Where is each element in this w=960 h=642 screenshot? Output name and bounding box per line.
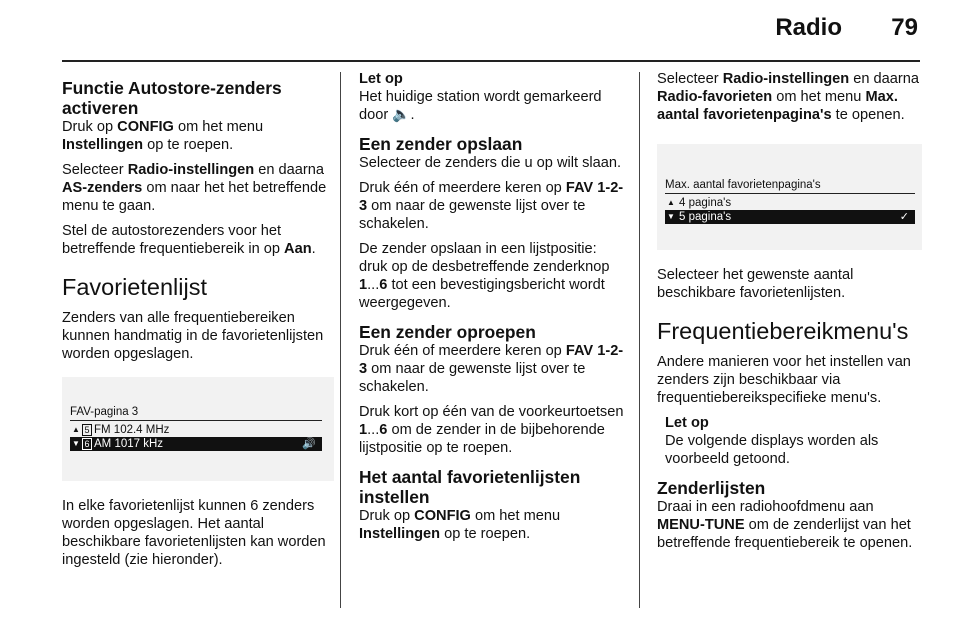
page-number: 79 bbox=[891, 14, 918, 41]
note-text: Het huidige station wordt gemarkeerd door 🔈. bbox=[359, 89, 602, 123]
section-title-band-menus: Frequentiebereikmenu's bbox=[657, 318, 909, 344]
preset-number: 6 bbox=[82, 438, 92, 450]
paragraph: Selecteer de zenders die u op wilt slaan. bbox=[359, 155, 622, 171]
radio-display-max-pages bbox=[657, 144, 922, 250]
paragraph: Druk op CONFIG om het menu Instellingen op te roepen. bbox=[359, 508, 561, 542]
arrow-up-icon: ▲ bbox=[667, 198, 675, 207]
note-text: De volgende displays worden als voorbeeld getoond. bbox=[665, 433, 879, 467]
paragraph: Zenders van alle frequentiebereiken kunnen handmatig in de favorietenlijsten worden opgeslagen. bbox=[62, 310, 324, 362]
column-divider-1 bbox=[340, 72, 341, 608]
column-3 bbox=[657, 70, 922, 559]
paragraph: Druk op CONFIG om het menu Instellingen op te roepen. bbox=[62, 119, 264, 153]
arrow-down-icon: ▼ bbox=[72, 439, 80, 448]
option-label: 4 pagina's bbox=[679, 197, 732, 209]
note-title: Let op bbox=[665, 415, 709, 431]
paragraph: Draai in een radiohoofdmenu aan MENU-TUNE om de zenderlijst van het betreffende frequentiebereik te openen. bbox=[657, 499, 913, 551]
paragraph: Druk één of meerdere keren op FAV 1-2-3 om naar de gewenste lijst over te schakelen. bbox=[359, 180, 624, 232]
column-divider-2 bbox=[639, 72, 640, 608]
paragraph: Selecteer Radio-instellingen en daarna Radio-favorieten om het menu Max. aantal favorietenpagina's te openen. bbox=[657, 71, 919, 123]
paragraph: Selecteer het gewenste aantal beschikbare favorietenlijsten. bbox=[657, 267, 854, 301]
radio-display-fav-page bbox=[62, 377, 334, 481]
display-row-selected bbox=[665, 210, 915, 224]
paragraph: De zender opslaan in een lijstpositie: druk op de desbetreffende zenderknop 1...6 tot een bevestigingsbericht wordt weergegeven. bbox=[359, 241, 610, 311]
arrow-up-icon: ▲ bbox=[72, 425, 80, 434]
speaker-icon: 🔊 bbox=[302, 438, 316, 450]
checkmark-icon: ✓ bbox=[899, 211, 909, 223]
section-title-store-station: Een zender opslaan bbox=[359, 134, 523, 154]
paragraph: In elke favorietenlijst kunnen 6 zenders worden opgeslagen. Het aantal beschikbare favorietenlijsten kan worden ingesteld (zie hieronder). bbox=[62, 498, 326, 568]
column-1 bbox=[62, 70, 334, 576]
display-title: Max. aantal favorietenpagina's bbox=[665, 179, 821, 191]
station-label: AM 1017 kHz bbox=[94, 438, 164, 450]
section-title-station-lists: Zenderlijsten bbox=[657, 478, 766, 498]
display-title: FAV-pagina 3 bbox=[70, 406, 139, 418]
section-title-number-of-lists: Het aantal favorietenlijsten instellen bbox=[359, 467, 581, 507]
section-title-recall-station: Een zender oproepen bbox=[359, 322, 536, 342]
paragraph: Druk één of meerdere keren op FAV 1-2-3 om naar de gewenste lijst over te schakelen. bbox=[359, 343, 624, 395]
display-row bbox=[70, 423, 322, 437]
note-title: Let op bbox=[359, 71, 403, 87]
paragraph: Selecteer Radio-instellingen en daarna AS-zenders om naar het het betreffende menu te gaan. bbox=[62, 162, 327, 214]
display-row bbox=[665, 196, 915, 210]
speaker-icon: 🔈 bbox=[392, 107, 411, 123]
paragraph: Druk kort op één van de voorkeurtoetsen 1...6 om de zender in de bijbehorende lijstpositie op te roepen. bbox=[359, 404, 624, 456]
page-header bbox=[0, 0, 960, 50]
column-2 bbox=[359, 70, 624, 550]
arrow-down-icon: ▼ bbox=[667, 212, 675, 221]
header-divider bbox=[62, 60, 920, 62]
paragraph: Andere manieren voor het instellen van zenders zijn beschikbaar via frequentiebereikspecifieke menu's. bbox=[657, 354, 911, 406]
section-title-autostore: Functie Autostore-zenders activeren bbox=[62, 78, 282, 118]
preset-number: 5 bbox=[82, 424, 92, 436]
option-label: 5 pagina's bbox=[679, 211, 732, 223]
note-block bbox=[657, 414, 922, 468]
paragraph: Stel de autostorezenders voor het betreffende frequentiebereik in op Aan. bbox=[62, 223, 316, 257]
section-title-favorites: Favorietenlijst bbox=[62, 274, 207, 300]
station-label: FM 102.4 MHz bbox=[94, 424, 170, 436]
chapter-title: Radio bbox=[775, 14, 842, 41]
display-row-selected bbox=[70, 437, 322, 451]
